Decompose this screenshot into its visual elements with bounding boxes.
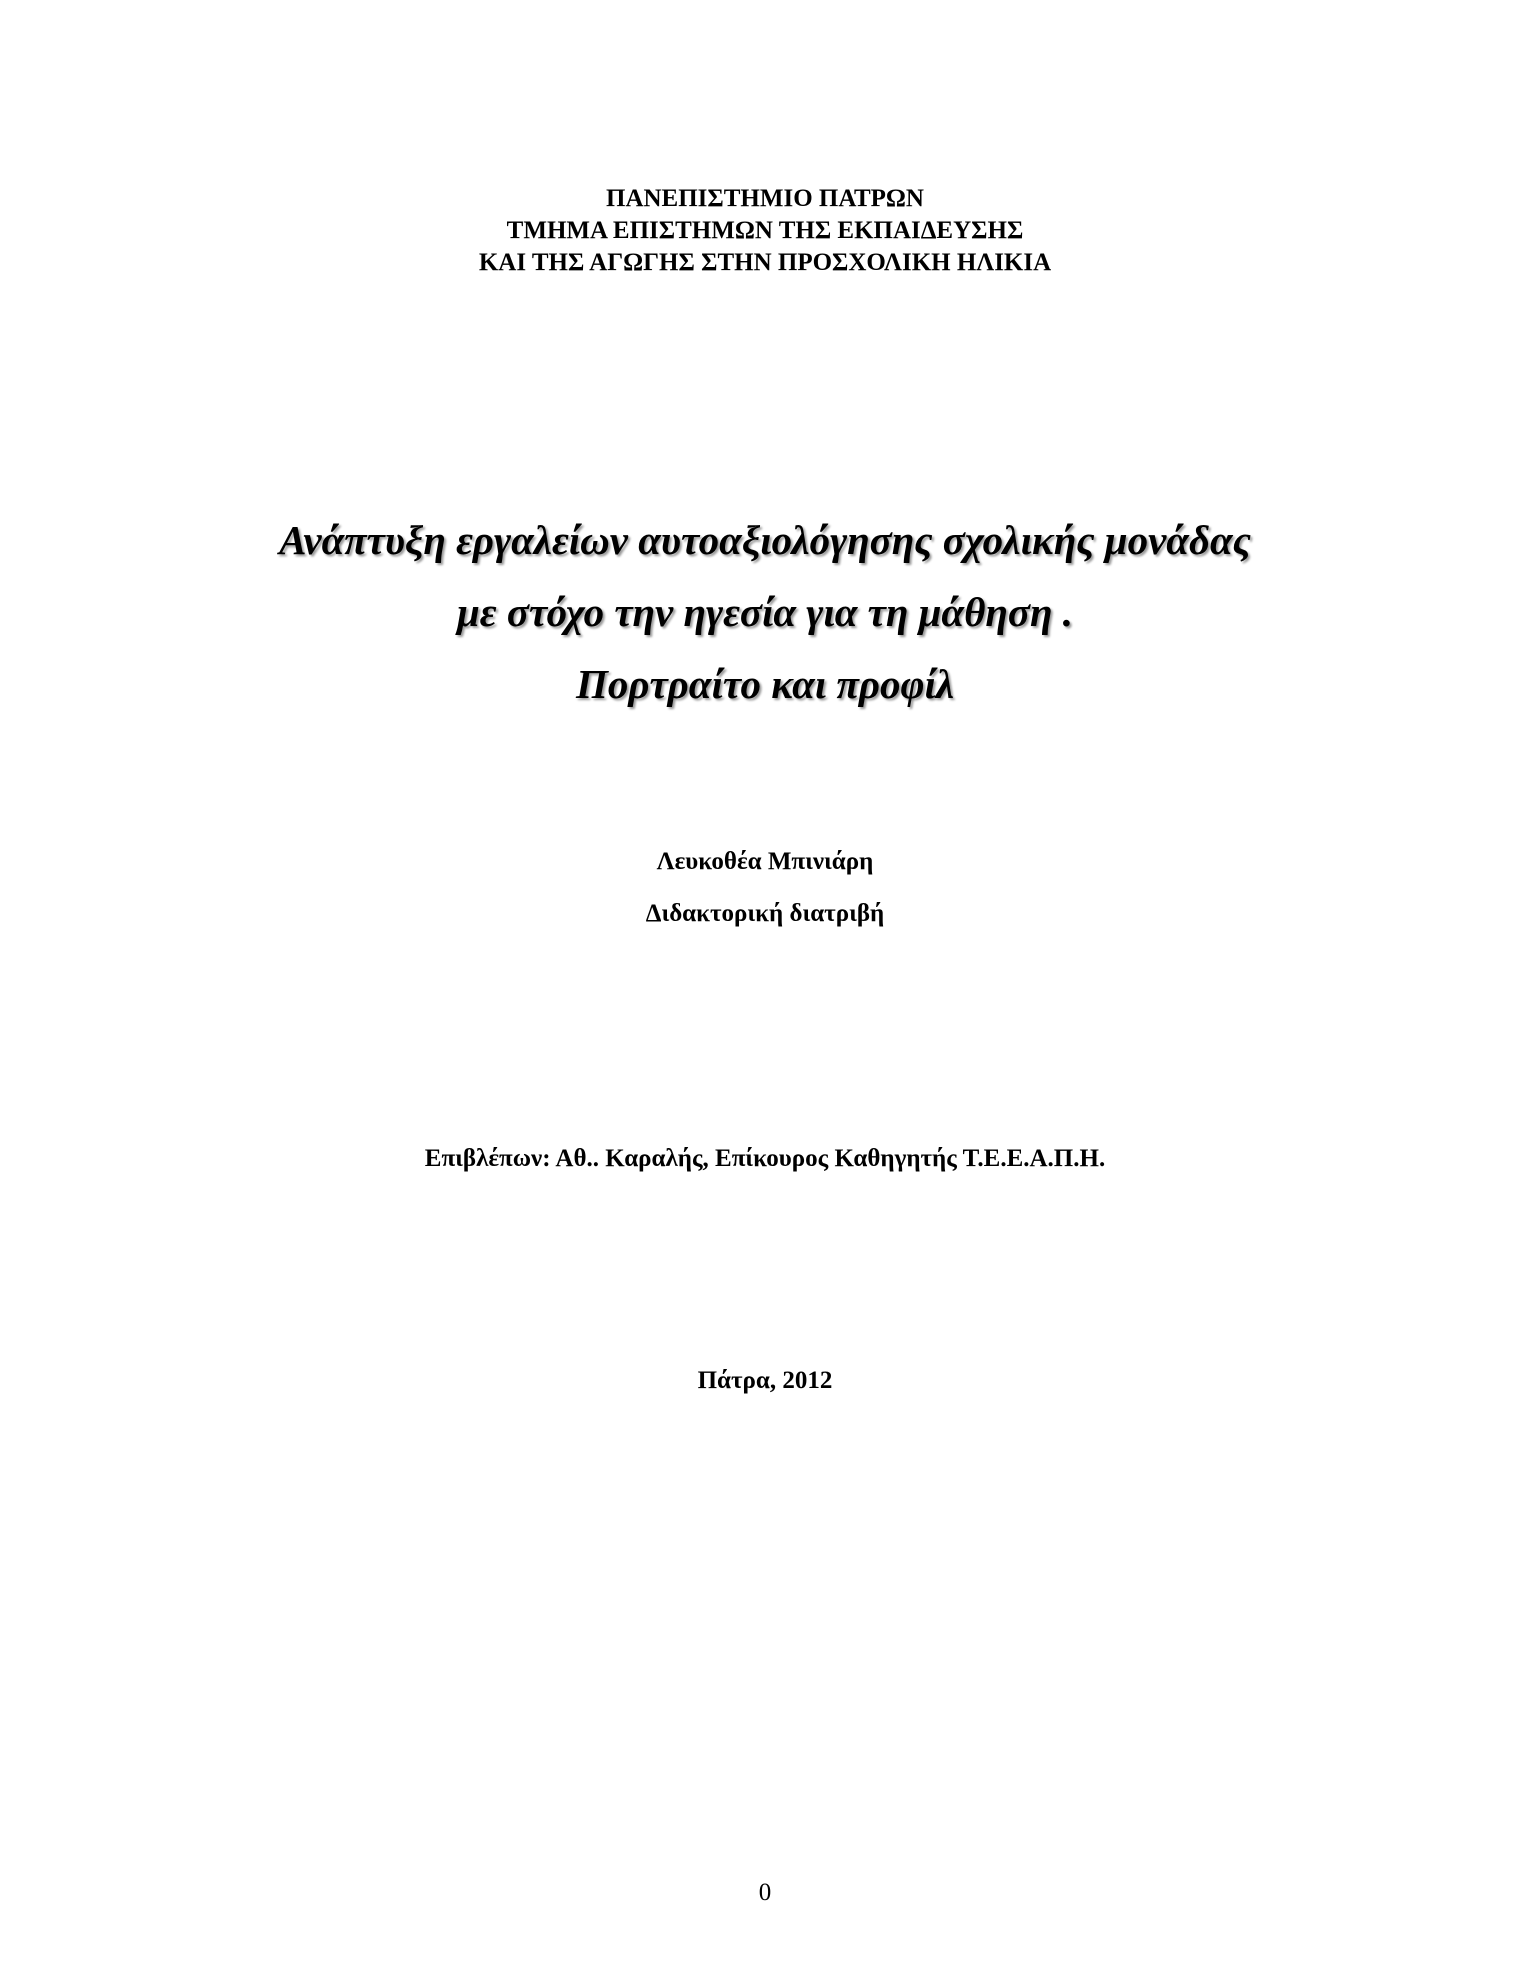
thesis-title [0,504,1530,720]
department-name-line2: ΚΑΙ ΤΗΣ ΑΓΩΓΗΣ ΣΤΗΝ ΠΡΟΣΧΟΛΙΚΗ ΗΛΙΚΙΑ [478,249,1052,276]
university-name: ΠΑΝΕΠΙΣΤΗΜΙΟ ΠΑΤΡΩΝ [606,185,924,212]
thesis-title-line1: Ανάπτυξη εργαλείων αυτοαξιολόγησης σχολικής μονάδας [279,517,1251,563]
place-date: Πάτρα, 2012 [697,1367,833,1394]
supervisor-line: Επιβλέπων: Αθ.. Καραλής, Επίκουρος Καθηγητής Τ.Ε.Ε.Α.Π.Η. [424,1145,1106,1172]
thesis-title-line2: με στόχο την ηγεσία για τη μάθηση . [456,589,1074,635]
author-name: Λευκοθέα Μπινιάρη [656,848,874,875]
institution-header [0,183,1530,279]
department-name-line1: ΤΜΗΜΑ ΕΠΙΣΤΗΜΩΝ ΤΗΣ ΕΚΠΑΙΔΕΥΣΗΣ [506,217,1024,244]
page-number: 0 [758,1879,772,1906]
author-block [0,836,1530,940]
thesis-title-line3: Πορτραίτο και προφίλ [575,661,955,707]
degree-type: Διδακτορική διατριβή [645,900,885,927]
